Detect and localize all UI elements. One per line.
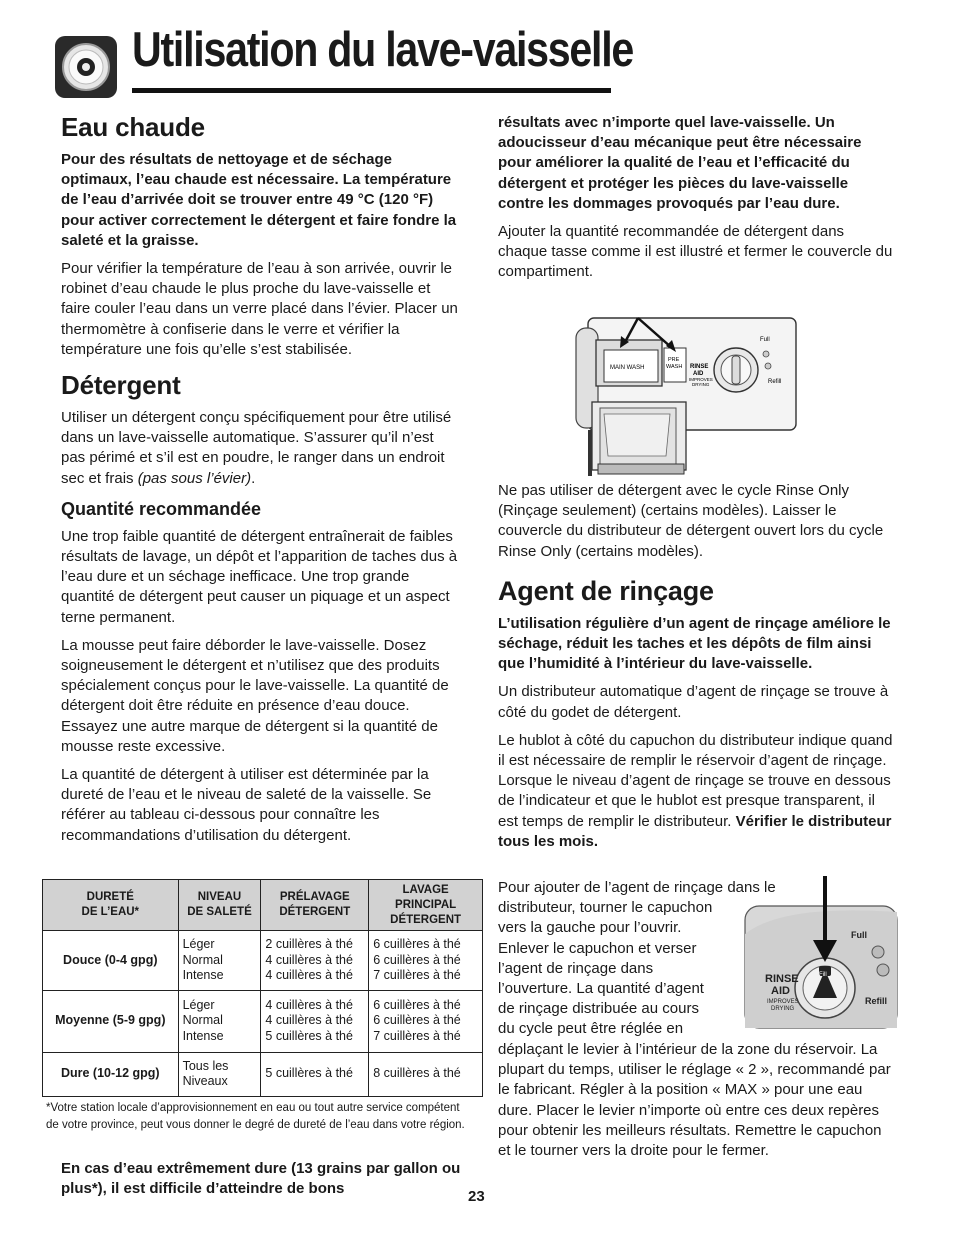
title-underline — [132, 88, 611, 93]
agent-intro: L’utilisation régulière d’un agent de rinçage améliore le séchage, réduit les taches et les dépôts de film ainsi que l’humidité à l’intérieur du lave-vaisselle. — [498, 614, 891, 673]
eau-chaude-paragraph: Pour vérifier la température de l’eau à son arrivée, ouvrir le robinet d’eau chaude le plus proche du lave-vaisselle et faire couler l’eau dans un verre placé dans l’évier. Placer un thermomètre à confiserie dans le verre et vérifier la température une fois qu’elle s’est stabilisée. — [61, 260, 458, 358]
detergent-dispenser-illustration — [574, 314, 800, 478]
table-header-prewash: PRÉLAVAGE DÉTERGENT — [261, 880, 369, 931]
rinse-aid-illustration — [743, 874, 899, 1030]
table-footnote: *Votre station locale d’approvisionnement en eau ou tout autre service compétent de votre province, peut vous donner le degré de dureté de l’eau dans votre région. — [46, 1102, 465, 1131]
main-cell: 6 cuillères à thé 6 cuillères à thé 7 cuillères à thé — [369, 931, 483, 991]
table-row — [43, 1052, 483, 1096]
improves-label: IMPROVES — [689, 377, 713, 382]
agent-paragraph-2-text: Le hublot à côté du capuchon du distributeur indique quand il est nécessaire de remplir le réservoir d’agent de rinçage. Lorsque le niveau d’agent de rinçage se trouve en dessous de l’indicateur et que le hublot est presque transparent, il est temps de remplir le distributeur. — [498, 731, 893, 830]
improves-label-small: IMPROVES — [767, 999, 799, 1005]
main-wash-label: MAIN WASH — [610, 365, 645, 371]
right-column-middle — [498, 481, 896, 860]
pre-wash-label-1: PRE — [668, 357, 680, 363]
agent-paragraph-2-bold: Vérifier le distributeur tous les mois. — [498, 812, 892, 850]
pre-wash-label-2: WASH — [666, 364, 683, 370]
agent-paragraph-2 — [498, 731, 896, 852]
wrap-line: Enlever le capuchon et verser — [498, 939, 697, 957]
hardness-cell: Dure (10-12 gpg) — [43, 1052, 179, 1096]
wrap-line: l’ouverture. La quantité d’agent — [498, 980, 704, 998]
page-title: Utilisation du lave-vaisselle — [132, 23, 634, 77]
fill-cap-label: Fill — [819, 972, 827, 978]
section-heading-eau-chaude: Eau chaude — [61, 112, 205, 142]
table-row — [43, 931, 483, 991]
page-number: 23 — [468, 1188, 485, 1205]
soil-cell: Léger Normal Intense — [178, 990, 261, 1052]
detergent-text: Utiliser un détergent conçu spécifiquement pour être utilisé dans un lave-vaisselle automatique. S’assurer qu’il n’est pas périmé et s’il est en poudre, le ranger dans un endroit sec et frais — [61, 409, 452, 487]
soil-cell: Tous les Niveaux — [178, 1052, 261, 1096]
wrap-line: distributeur, tourner le capuchon — [498, 899, 713, 917]
aid-label: AID — [693, 371, 704, 377]
full-indicator-label: Full — [851, 930, 867, 940]
quantite-paragraph-1: Une trop faible quantité de détergent entraînerait de faibles résultats de lavage, un dépôt et l’apparition de taches dus à l’eau dure et un séchage inefficace. Une trop grande quantité de détergent peut causer un piquage et un aspect terne permanent. — [61, 527, 458, 626]
rinse-only-paragraph: Ne pas utiliser de détergent avec le cycle Rinse Only (Rinçage seulement) (certains modèles). Laisser le couvercle du distributeur de détergent ouvert lors du cycle Rinse Only (certains modèles). — [498, 482, 884, 560]
rinse-label-large: RINSE — [765, 973, 799, 985]
table-header-mainwash: LAVAGE PRINCIPAL DÉTERGENT — [369, 880, 483, 931]
wrap-line: du cycle peut être réglée en — [498, 1020, 684, 1038]
manual-logo-icon — [55, 36, 117, 98]
subheading-quantite: Quantité recommandée — [61, 498, 262, 519]
wrap-line: Pour ajouter de l’agent de rinçage dans le — [498, 879, 776, 896]
section-heading-detergent: Détergent — [61, 370, 181, 401]
agent-wrap-text — [498, 878, 776, 1040]
full-label: Full — [760, 337, 770, 343]
table-row — [43, 990, 483, 1052]
hard-water-warning: En cas d’eau extrêmement dure (13 grains par gallon ou plus*), il est difficile d’atteindre de bons — [61, 1160, 461, 1198]
quantite-paragraph-2: La mousse peut faire déborder le lave-vaisselle. Dosez soigneusement le détergent et n’utilisez que des produits spécialement conçus pour le lave-vaisselle. La quantité de détergent doit être réduite en présence d’eau douce. Essayez une autre marque de détergent si la quantité de mousse reste excessive. — [61, 636, 449, 755]
drying-label-small: DRYING — [771, 1006, 795, 1012]
quantite-paragraph-3: La quantité de détergent à utiliser est déterminée par la dureté de l’eau et le niveau de saleté de la vaisselle. Se référer au tableau ci-dessous pour connaître les recommandations d’utilisation du détergent. — [61, 766, 432, 844]
main-cell: 6 cuillères à thé 6 cuillères à thé 7 cuillères à thé — [369, 990, 483, 1052]
main-cell: 8 cuillères à thé — [369, 1052, 483, 1096]
wrap-line: vers la gauche pour l’ouvrir. — [498, 919, 682, 937]
soil-cell: Léger Normal Intense — [178, 931, 261, 991]
left-column — [61, 110, 461, 854]
drying-label: DRYING — [692, 382, 710, 387]
eau-chaude-intro: Pour des résultats de nettoyage et de séchage optimaux, l’eau chaude est nécessaire. La température de l’eau d’arrivée doit se trouver entre 49 °C (120 °F) pour activer correctement le détergent et faire fondre la saleté et la graisse. — [61, 151, 457, 249]
detergent-text-end: . — [251, 469, 256, 487]
prewash-cell: 2 cuillères à thé 4 cuillères à thé 4 cuillères à thé — [261, 931, 369, 991]
table-header-hardness: DURETÉ DE L’EAU* — [43, 880, 179, 931]
agent-paragraph-3-rest: déplaçant le levier à l’intérieur de la zone du réservoir. La plupart du temps, utiliser le réglage « 2 », recommandé par le fabricant. Régler à la position « MAX » pour une eau dure. Placer le levier n’importe où entre ces deux repères pour obtenir les meilleurs résultats. Remettre le capuchon et le tourner vers la droite pour le fermer. — [498, 1041, 891, 1160]
wrap-line: l’agent de rinçage dans — [498, 959, 654, 977]
aid-label-large: AID — [771, 985, 790, 997]
refill-label: Refill — [768, 379, 782, 385]
right-column — [498, 113, 896, 291]
wrap-line: de rinçage distribuée au cours — [498, 1000, 699, 1018]
hard-water-continuation: résultats avec n’importe quel lave-vaisselle. Un adoucisseur d’eau mécanique peut être nécessaire pour améliorer la qualité de l’eau et l’efficacité du détergent et protéger les pièces du lave-vaisselle contre les dommages provoqués par l’eau dure. — [498, 114, 862, 212]
hardness-cell: Moyenne (5-9 gpg) — [43, 990, 179, 1052]
rinse-label: RINSE — [690, 364, 709, 370]
detergent-table — [42, 879, 483, 1097]
detergent-paragraph — [61, 408, 461, 489]
refill-indicator-label: Refill — [865, 996, 888, 1006]
hardness-cell: Douce (0-4 gpg) — [43, 931, 179, 991]
detergent-italic-note: (pas sous l’évier) — [137, 469, 252, 487]
agent-paragraph-1: Un distributeur automatique d’agent de rinçage se trouve à côté du godet de détergent. — [498, 683, 889, 721]
add-detergent-paragraph: Ajouter la quantité recommandée de détergent dans chaque tasse comme il est illustré et fermer le couvercle du compartiment. — [498, 223, 893, 281]
section-heading-agent-rincage: Agent de rinçage — [498, 575, 714, 606]
prewash-cell: 5 cuillères à thé — [261, 1052, 369, 1096]
table-header-soil: NIVEAU DE SALETÉ — [178, 880, 261, 931]
prewash-cell: 4 cuillères à thé 4 cuillères à thé 5 cuillères à thé — [261, 990, 369, 1052]
